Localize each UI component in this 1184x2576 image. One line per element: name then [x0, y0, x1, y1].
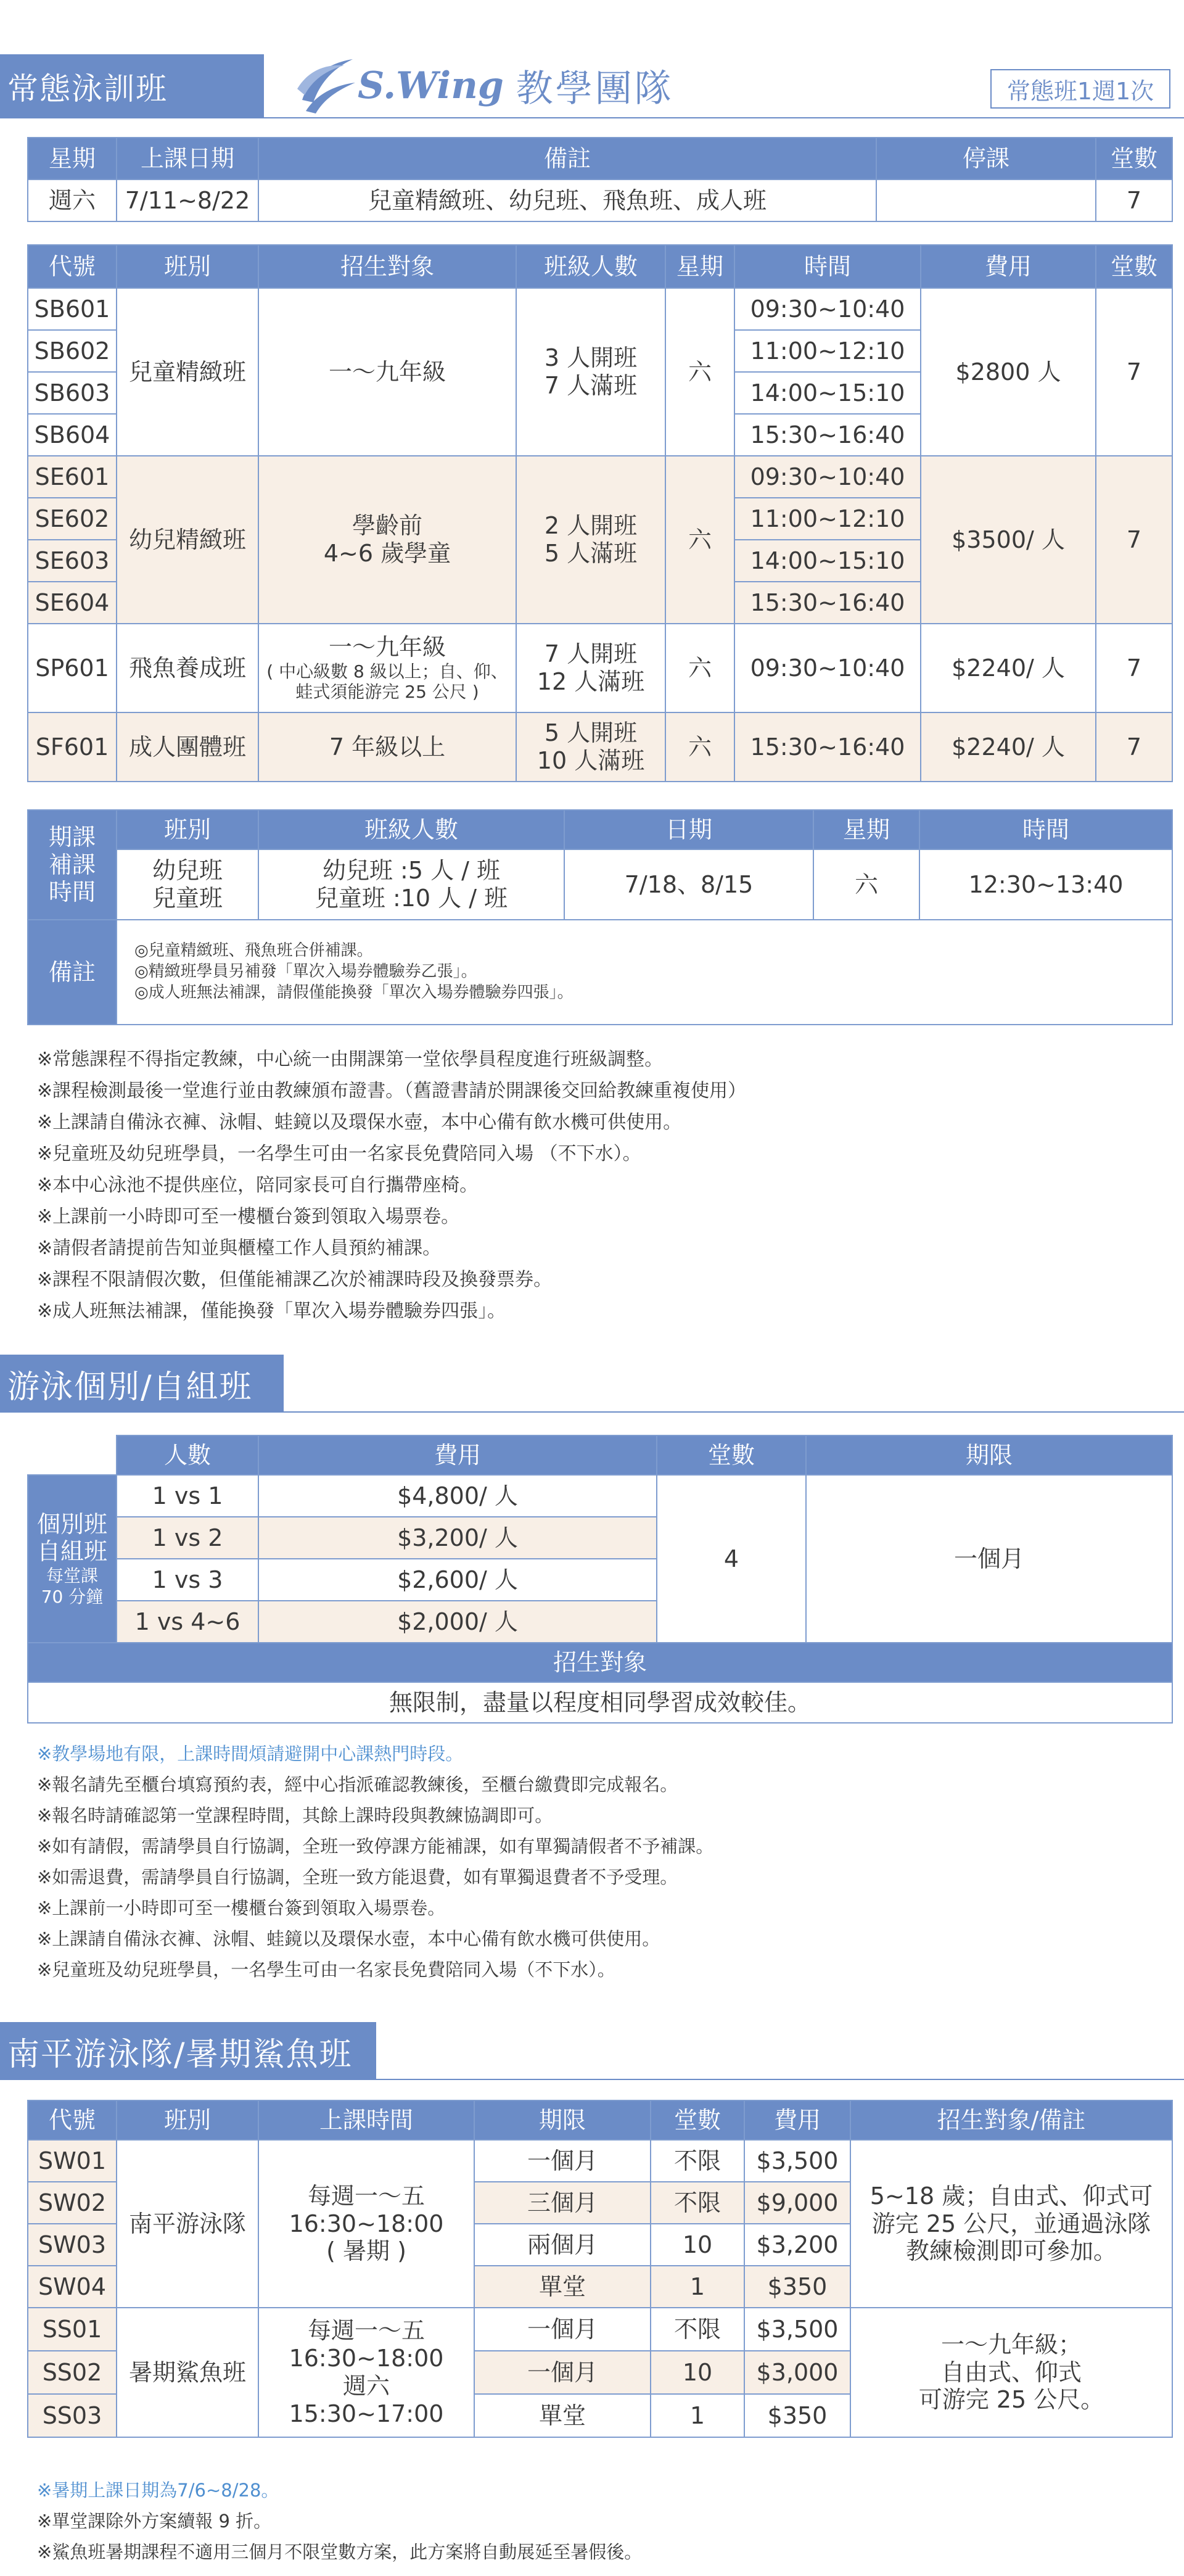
private-people: 1 vs 3: [117, 1559, 258, 1601]
col-header: 星期: [28, 138, 117, 180]
cell-sessions: 7: [1096, 180, 1172, 221]
class-target: 7 年級以上: [258, 712, 516, 782]
private-target-header: 招生對象: [28, 1643, 1172, 1682]
note-item: ※課程檢測最後一堂進行並由教練頒布證書。（舊證書請於開課後交回給教練重複使用）: [37, 1080, 747, 1102]
section-title-private: 游泳個別/自組班: [0, 1355, 284, 1413]
team-notes: [37, 2475, 642, 2567]
col-header: 班級人數: [516, 245, 665, 288]
col-header: 班別: [117, 810, 258, 849]
team-code: SW04: [28, 2266, 117, 2308]
shark-code: SS02: [28, 2351, 117, 2394]
makeup-class-line: 幼兒班: [152, 857, 223, 885]
makeup-side-label-line: 補課: [48, 851, 96, 878]
col-header: 費用: [744, 2100, 850, 2140]
note-item: ※鯊魚班暑期課程不適用三個月不限堂數方案，此方案將自動展延至暑假後。: [37, 2541, 643, 2562]
team-time-line: 16:30~18:00: [289, 2210, 444, 2237]
note-item: ※如需退費，需請學員自行協調，全班一致方能退費，如有單獨退費者不予受理。: [37, 1867, 678, 1888]
class-target-line: 4~6 歲學童: [323, 540, 451, 567]
class-size-open: 2 人開班: [544, 512, 638, 540]
col-header: 堂數: [1096, 245, 1172, 288]
section-title-regular: 常態泳訓班: [0, 54, 264, 118]
private-rule: [0, 1411, 1184, 1413]
team-code: SW03: [28, 2224, 117, 2266]
makeup-class: [117, 849, 258, 920]
class-size-open: 3 人開班: [544, 344, 638, 372]
note-item: ※課程不限請假次數，但僅能補課乙次於補課時段及換發票券。: [37, 1269, 553, 1290]
private-side-label-line: 每堂課: [46, 1566, 98, 1587]
team-sessions: 不限: [651, 2182, 744, 2224]
class-time: 15:30~16:40: [734, 582, 921, 624]
team-time-line: 每週一～五: [307, 2182, 425, 2210]
team-rule: [0, 2079, 1184, 2080]
private-notes: [37, 1738, 713, 1985]
team-fee: $3,200: [744, 2224, 850, 2266]
shark-code: SS01: [28, 2308, 117, 2351]
shark-name: 暑期鯊魚班: [117, 2308, 258, 2437]
shark-sessions: 1: [651, 2394, 744, 2437]
class-sessions: 7: [1096, 624, 1172, 712]
private-side-label-line: 自組班: [36, 1538, 107, 1566]
shark-remark-line: 可游完 25 公尺。: [918, 2386, 1104, 2414]
class-sessions: 7: [1096, 456, 1172, 624]
regular-notes: [37, 1044, 746, 1327]
team-sessions: 10: [651, 2224, 744, 2266]
private-side-label-line: 70 分鐘: [41, 1586, 104, 1607]
note-item: ※本中心泳池不提供座位，陪同家長可自行攜帶座椅。: [37, 1174, 479, 1196]
team-code: SW01: [28, 2140, 117, 2182]
shark-time-line: 週六: [342, 2372, 390, 2400]
col-header: 上課日期: [117, 138, 258, 180]
col-header: 招生對象/備註: [850, 2100, 1172, 2140]
class-size: [516, 712, 665, 782]
makeup-date: 7/18、8/15: [564, 849, 813, 920]
col-header: 堂數: [1096, 138, 1172, 180]
note-item: ※如有請假，需請學員自行協調，全班一致停課方能補課，如有單獨請假者不予補課。: [37, 1836, 714, 1857]
class-code: SB601: [28, 288, 117, 330]
col-header: 星期: [665, 245, 734, 288]
class-time: 14:00~15:10: [734, 372, 921, 414]
col-header: 停課: [876, 138, 1096, 180]
col-header: 堂數: [657, 1435, 806, 1475]
col-header: 代號: [28, 2100, 117, 2140]
team-period: 三個月: [474, 2182, 651, 2224]
note-item: ※報名時請確認第一堂課程時間，其餘上課時段與教練協調即可。: [37, 1805, 553, 1826]
team-code: SW02: [28, 2182, 117, 2224]
class-fee: $3500/ 人: [921, 456, 1096, 624]
team-name: 教學團隊: [516, 67, 674, 110]
table-row: [28, 1475, 1172, 1517]
team-time: [258, 2140, 474, 2308]
table-row: [28, 288, 1172, 330]
class-target-line: 一～九年級: [328, 633, 446, 661]
class-name: 幼兒精緻班: [117, 456, 258, 624]
private-people: 1 vs 1: [117, 1475, 258, 1517]
private-fee: $2,600/ 人: [258, 1559, 657, 1601]
makeup-table: [27, 809, 1173, 1025]
note-item: ※單堂課除外方案續報 9 折。: [37, 2511, 272, 2532]
team-period: 單堂: [474, 2266, 651, 2308]
col-header: 時間: [734, 245, 921, 288]
cell-dates: 7/11~8/22: [117, 180, 258, 221]
makeup-side-label-line: 時間: [48, 878, 96, 906]
col-header: 費用: [921, 245, 1096, 288]
makeup-side-label: [28, 810, 117, 920]
col-header: 備註: [258, 138, 876, 180]
makeup-day: 六: [813, 849, 919, 920]
class-day: 六: [665, 624, 734, 712]
makeup-remarks: [117, 920, 1172, 1025]
table-row: [28, 2308, 1172, 2351]
shark-sessions: 不限: [651, 2308, 744, 2351]
class-name: 兒童精緻班: [117, 288, 258, 456]
class-target-line: 學齡前: [352, 512, 422, 540]
class-time: 11:00~12:10: [734, 330, 921, 372]
col-header: 期限: [806, 1435, 1172, 1475]
shark-code: SS03: [28, 2394, 117, 2437]
private-fee: $4,800/ 人: [258, 1475, 657, 1517]
class-fee: $2240/ 人: [921, 712, 1096, 782]
table-row: [28, 2140, 1172, 2182]
private-people: 1 vs 2: [117, 1517, 258, 1559]
note-item: ※上課前一小時即可至一樓櫃台簽到領取入場票卷。: [37, 1897, 446, 1918]
table-row: [28, 624, 1172, 712]
class-name: 成人團體班: [117, 712, 258, 782]
makeup-size-line: 幼兒班 :5 人 / 班: [322, 857, 501, 885]
cell-day: 週六: [28, 180, 117, 221]
col-header: 上課時間: [258, 2100, 474, 2140]
class-size-open: 7 人開班: [544, 640, 638, 668]
class-target: [258, 456, 516, 624]
class-time: 11:00~12:10: [734, 498, 921, 540]
class-code: SB603: [28, 372, 117, 414]
makeup-remark-item: ◎兒童精緻班、飛魚班合併補課。: [134, 941, 373, 960]
team-fee: $3,500: [744, 2140, 850, 2182]
private-target-value: 無限制，盡量以程度相同學習成效較佳。: [28, 1682, 1172, 1723]
team-sessions: 不限: [651, 2140, 744, 2182]
team-remark: [850, 2140, 1172, 2308]
col-header: 星期: [813, 810, 919, 849]
col-header: 代號: [28, 245, 117, 288]
private-sessions: 4: [657, 1475, 806, 1643]
team-sessions: 1: [651, 2266, 744, 2308]
class-code: SE601: [28, 456, 117, 498]
col-header: 班別: [117, 2100, 258, 2140]
class-target: 一～九年級: [258, 288, 516, 456]
class-name: 飛魚養成班: [117, 624, 258, 712]
class-day: 六: [665, 456, 734, 624]
class-size: [516, 624, 665, 712]
swimmer-logo-icon: [291, 52, 359, 120]
col-header: 招生對象: [258, 245, 516, 288]
shark-time-line: 15:30~17:00: [289, 2400, 444, 2427]
class-code: SP601: [28, 624, 117, 712]
class-time: 14:00~15:10: [734, 540, 921, 582]
class-size-full: 7 人滿班: [544, 372, 638, 399]
class-target-note: 蛙式須能游完 25 公尺 ): [295, 682, 479, 703]
class-sessions: 7: [1096, 712, 1172, 782]
shark-time: [258, 2308, 474, 2437]
col-header: 堂數: [651, 2100, 744, 2140]
team-class-table: [27, 2100, 1173, 2438]
class-frequency-badge: 常態班1週1次: [990, 69, 1170, 109]
table-row: [28, 456, 1172, 498]
shark-fee: $350: [744, 2394, 850, 2437]
makeup-size: [258, 849, 564, 920]
shark-fee: $3,500: [744, 2308, 850, 2351]
team-remark-line: 教練檢測即可參加。: [905, 2237, 1117, 2265]
private-fee: $2,000/ 人: [258, 1601, 657, 1643]
note-item: ※兒童班及幼兒班學員，一名學生可由一名家長免費陪同入場（不下水）。: [37, 1959, 615, 1980]
note-highlight: ※教學場地有限，上課時間煩請避開中心課熱門時段。: [37, 1743, 464, 1764]
blank-corner: [28, 1435, 117, 1475]
note-highlight: ※暑期上課日期為7/6~8/28。: [37, 2480, 279, 2501]
shark-fee: $3,000: [744, 2351, 850, 2394]
team-remark-line: 游完 25 公尺，並通過泳隊: [871, 2210, 1151, 2237]
class-time: 09:30~10:40: [734, 288, 921, 330]
class-fee: $2800 人: [921, 288, 1096, 456]
class-code: SE603: [28, 540, 117, 582]
note-item: ※上課前一小時即可至一樓櫃台簽到領取入場票卷。: [37, 1206, 460, 1228]
regular-class-table: [27, 244, 1173, 782]
private-people: 1 vs 4~6: [117, 1601, 258, 1643]
class-target: [258, 624, 516, 712]
note-item: ※成人班無法補課，僅能換發「單次入場券體驗券四張」。: [37, 1300, 506, 1322]
logo: [291, 52, 674, 120]
col-header: 人數: [117, 1435, 258, 1475]
shark-period: 單堂: [474, 2394, 651, 2437]
summary-table: [27, 137, 1173, 222]
class-time: 15:30~16:40: [734, 712, 921, 782]
shark-time-line: 每週一～五: [307, 2317, 425, 2345]
col-header: 期限: [474, 2100, 651, 2140]
class-size-full: 12 人滿班: [536, 668, 645, 695]
note-item: ※常態課程不得指定教練，中心統一由開課第一堂依學員程度進行班級調整。: [37, 1049, 664, 1070]
note-item: ※兒童班及幼兒班學員，一名學生可由一名家長免費陪同入場 （不下水）。: [37, 1143, 641, 1165]
shark-period: 一個月: [474, 2351, 651, 2394]
shark-remark-line: 一～九年級；: [940, 2330, 1082, 2358]
class-size-full: 10 人滿班: [536, 747, 645, 774]
makeup-remark-item: ◎精緻班學員另補發「單次入場券體驗券乙張」。: [134, 962, 477, 981]
private-class-table: [27, 1435, 1173, 1724]
private-side-label: [28, 1475, 117, 1643]
table-row: [28, 712, 1172, 782]
team-fee: $9,000: [744, 2182, 850, 2224]
private-side-label-line: 個別班: [36, 1510, 107, 1538]
shark-period: 一個月: [474, 2308, 651, 2351]
col-header: 日期: [564, 810, 813, 849]
team-period: 一個月: [474, 2140, 651, 2182]
class-size-full: 5 人滿班: [544, 540, 638, 567]
team-fee: $350: [744, 2266, 850, 2308]
team-time-line: ( 暑期 ): [326, 2237, 406, 2265]
shark-sessions: 10: [651, 2351, 744, 2394]
note-item: ※請假者請提前告知並與櫃檯工作人員預約補課。: [37, 1237, 442, 1259]
class-code: SE602: [28, 498, 117, 540]
cell-suspend: [876, 180, 1096, 221]
class-time: 09:30~10:40: [734, 456, 921, 498]
class-code: SB602: [28, 330, 117, 372]
section-title-team: 南平游泳隊/暑期鯊魚班: [0, 2022, 376, 2080]
class-time: 09:30~10:40: [734, 624, 921, 712]
note-item: ※報名請先至櫃台填寫預約表，經中心指派確認教練後，至櫃台繳費即完成報名。: [37, 1774, 678, 1795]
private-period: 一個月: [806, 1475, 1172, 1643]
private-fee: $3,200/ 人: [258, 1517, 657, 1559]
shark-remark: [850, 2308, 1172, 2437]
class-sessions: 7: [1096, 288, 1172, 456]
col-header: 班級人數: [258, 810, 564, 849]
note-item: ※上課請自備泳衣褲、泳帽、蛙鏡以及環保水壺，本中心備有飲水機可供使用。: [37, 1928, 660, 1949]
col-header: 費用: [258, 1435, 657, 1475]
class-day: 六: [665, 288, 734, 456]
class-code: SF601: [28, 712, 117, 782]
note-item: ※上課請自備泳衣褲、泳帽、蛙鏡以及環保水壺，本中心備有飲水機可供使用。: [37, 1112, 682, 1133]
cell-remark: 兒童精緻班、幼兒班、飛魚班、成人班: [258, 180, 876, 221]
col-header: 時間: [919, 810, 1172, 849]
team-name: 南平游泳隊: [117, 2140, 258, 2308]
makeup-remark-item: ◎成人班無法補課，請假僅能換發「單次入場券體驗券四張」。: [134, 983, 574, 1002]
class-size: [516, 456, 665, 624]
class-time: 15:30~16:40: [734, 414, 921, 456]
makeup-time: 12:30~13:40: [919, 849, 1172, 920]
shark-time-line: 16:30~18:00: [289, 2345, 444, 2372]
class-code: SE604: [28, 582, 117, 624]
class-size-open: 5 人開班: [544, 719, 638, 747]
makeup-remark-label: 備註: [28, 920, 117, 1025]
makeup-size-line: 兒童班 :10 人 / 班: [314, 885, 508, 912]
team-period: 兩個月: [474, 2224, 651, 2266]
team-remark-line: 5~18 歲；自由式、仰式可: [870, 2182, 1153, 2210]
makeup-side-label-line: 期課: [48, 823, 96, 851]
class-day: 六: [665, 712, 734, 782]
class-target-note: ( 中心級數 8 級以上；自、仰、: [266, 661, 508, 682]
class-size: [516, 288, 665, 456]
brand-name: S.Wing: [358, 64, 504, 107]
col-header: 班別: [117, 245, 258, 288]
shark-remark-line: 自由式、仰式: [940, 2358, 1082, 2386]
makeup-class-line: 兒童班: [152, 885, 223, 912]
class-fee: $2240/ 人: [921, 624, 1096, 712]
class-code: SB604: [28, 414, 117, 456]
